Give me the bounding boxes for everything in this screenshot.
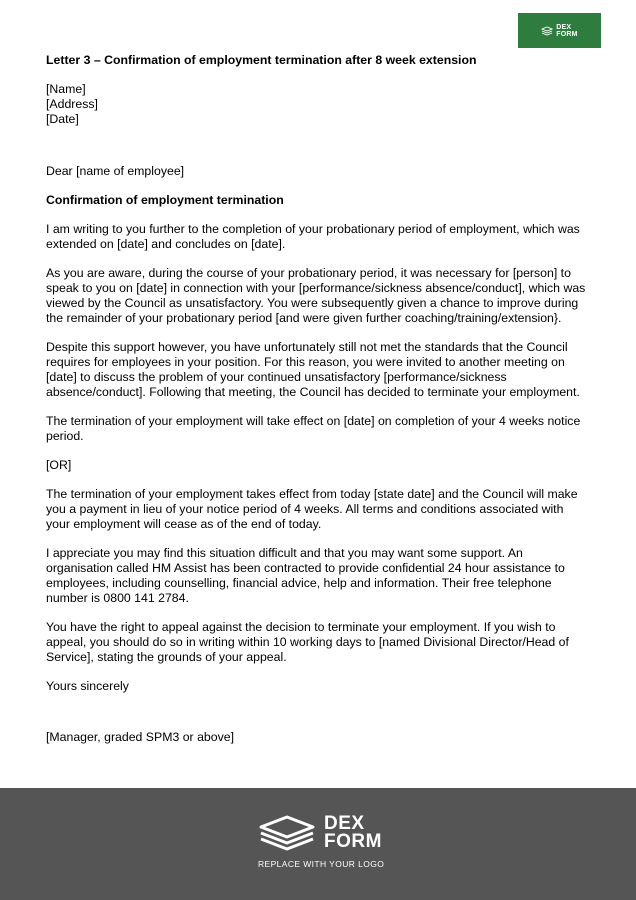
footer-logo-line1: DEX	[324, 813, 365, 834]
footer-tagline: REPLACE WITH YOUR LOGO	[258, 859, 385, 869]
paragraph-4: The termination of your employment will take effect on [date] on completion of your 4 weeks notice period.	[46, 414, 581, 443]
salutation: Dear [name of employee]	[46, 164, 185, 178]
address-address: [Address]	[46, 97, 98, 111]
paragraph-3: Despite this support however, you have unfortunately still not met the standards that the Council requires for employees in your position. For this reason, you were invited to another meeting on [date] to discuss the problem of your continued unsatisfactory [performance/sickness absence/conduct]. Following that meeting, the Council has decided to terminate your employment.	[46, 340, 580, 399]
paragraph-2: As you are aware, during the course of your probationary period, it was necessary for [person] to speak to you on [date] in connection with your [performance/sickness absence/conduct], which was viewed by the Council as unsatisfactory. You were subsequently given a chance to improve during the remainder of your probationary period [and were given further coaching/training/extension}.	[46, 266, 586, 325]
address-date: [Date]	[46, 112, 79, 126]
paragraph-1: I am writing to you further to the completion of your probationary period of employment, which was extended on [date] and concludes on [date].	[46, 222, 580, 251]
letter-body	[46, 53, 586, 759]
stacked-papers-icon	[541, 26, 553, 36]
footer-logo	[258, 814, 382, 852]
signatory: [Manager, graded SPM3 or above]	[46, 730, 234, 744]
stacked-papers-icon	[258, 814, 316, 852]
letter-title: Letter 3 – Confirmation of employment termination after 8 week extension	[46, 53, 477, 67]
header-logo-line1: DEX	[556, 23, 572, 31]
letter-subject: Confirmation of employment termination	[46, 193, 284, 207]
header-logo-line2: FORM	[556, 30, 578, 38]
footer-banner	[0, 788, 636, 900]
paragraph-or: [OR]	[46, 458, 72, 472]
paragraph-5: The termination of your employment takes effect from today [state date] and the Council will make you a payment in lieu of your notice period of 4 weeks. All terms and conditions associated with your employment will cease as of the end of today.	[46, 487, 578, 531]
paragraph-7: You have the right to appeal against the decision to terminate your employment. If you wish to appeal, you should do so in writing within 10 working days to [named Divisional Director/Head of Service], stating the grounds of your appeal.	[46, 620, 569, 664]
paragraph-6: I appreciate you may find this situation difficult and that you may want some support. An organisation called HM Assist has been contracted to provide confidential 24 hour assistance to employees, including counselling, financial advice, help and information. Their free telephone number is 0800 141 2784.	[46, 546, 565, 605]
header-logo-brand	[541, 24, 577, 38]
address-name: [Name]	[46, 82, 86, 96]
address-block	[46, 82, 586, 127]
header-logo	[518, 13, 601, 48]
footer-logo-line2: FORM	[324, 831, 382, 852]
closing: Yours sincerely	[46, 679, 129, 693]
